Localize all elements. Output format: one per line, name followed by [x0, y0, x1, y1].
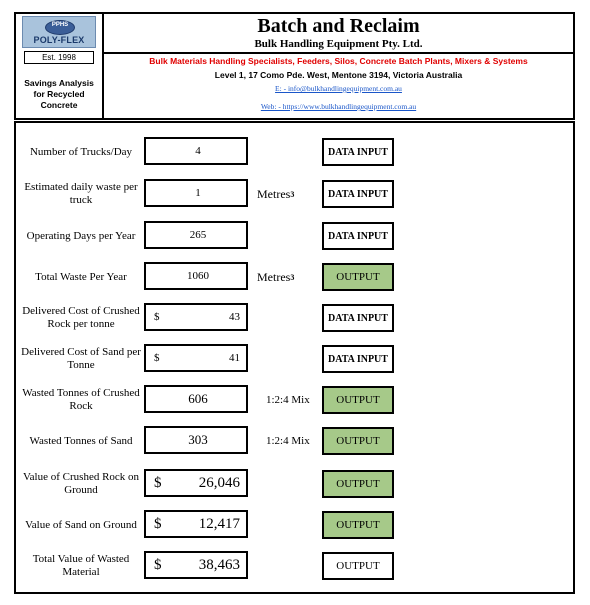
table-row: [16, 338, 573, 380]
savings-line-3: Concrete: [40, 100, 78, 110]
field-value: 43: [229, 311, 240, 323]
row-label: Total Waste Per Year: [35, 270, 127, 283]
unit-label: [266, 379, 310, 421]
table-row: [16, 545, 573, 587]
output-tag: OUTPUT: [322, 470, 394, 498]
output-tag: OUTPUT: [322, 511, 394, 539]
field-value: 38,463: [198, 556, 240, 573]
row-label: Delivered Cost of Crushed Rock per tonne: [22, 305, 140, 330]
table-row: [16, 420, 573, 462]
row-label: Delivered Cost of Sand per Tonne: [21, 346, 141, 371]
currency-symbol: $: [154, 515, 162, 532]
currency-symbol: $: [154, 556, 162, 573]
unit-label: [257, 173, 294, 215]
email-link[interactable]: E: - info@bulkhandlingequipment.com.au: [275, 84, 402, 93]
field-value: 303: [188, 432, 208, 447]
currency-field: [144, 469, 248, 497]
field-value: 1: [195, 187, 201, 199]
savings-line-1: Savings Analysis: [24, 78, 94, 88]
unit-superscript: 3: [290, 272, 295, 282]
established-badge: Est. 1998: [24, 51, 94, 64]
row-label: Value of Sand on Ground: [25, 518, 137, 531]
table-row: [16, 379, 573, 421]
company-tagline: Bulk Materials Handling Specialists, Feeders, Silos, Concrete Batch Plants, Mixers & Systems: [149, 56, 528, 66]
row-label: Wasted Tonnes of Crushed Rock: [22, 387, 140, 412]
calculator-table: [14, 121, 575, 594]
table-row: [16, 131, 573, 173]
website-link[interactable]: Web: - https://www.bulkhandlingequipment.com.au: [260, 102, 417, 111]
currency-field[interactable]: [144, 303, 248, 331]
field-value: 606: [188, 391, 208, 406]
row-label: Wasted Tonnes of Sand: [29, 434, 133, 447]
unit-label: [257, 256, 294, 298]
value-field[interactable]: [144, 179, 248, 207]
field-value: 12,417: [198, 515, 240, 532]
currency-field: [144, 551, 248, 579]
unit-text: 1:2:4 Mix: [266, 394, 310, 406]
field-value: 26,046: [198, 474, 240, 491]
value-field: [144, 385, 248, 413]
row-label: Total Value of Wasted Material: [32, 553, 130, 578]
row-label: Value of Crushed Rock on Ground: [22, 471, 140, 496]
unit-text: 1:2:4 Mix: [266, 435, 310, 447]
output-tag: OUTPUT: [322, 386, 394, 414]
table-row: [16, 504, 573, 546]
unit-text: Metres: [257, 269, 291, 284]
table-row: [16, 256, 573, 298]
logo-oval-icon: [45, 20, 75, 35]
page-title: Batch and Reclaim: [257, 15, 420, 37]
table-row: [16, 173, 573, 215]
data-input-tag: DATA INPUT: [322, 180, 394, 208]
data-input-tag: DATA INPUT: [322, 345, 394, 373]
output-tag: OUTPUT: [322, 263, 394, 291]
company-name: Bulk Handling Equipment Pty. Ltd.: [254, 38, 423, 50]
currency-symbol: $: [154, 311, 160, 323]
row-label: Operating Days per Year: [26, 229, 136, 242]
currency-field[interactable]: [144, 344, 248, 372]
data-input-tag: DATA INPUT: [322, 222, 394, 250]
output-tag: OUTPUT: [322, 427, 394, 455]
table-row: [16, 215, 573, 257]
value-field: [144, 426, 248, 454]
field-value: 265: [189, 229, 207, 241]
data-input-tag: DATA INPUT: [322, 138, 394, 166]
logo-oval-text: PPHS: [51, 22, 69, 28]
field-value: 4: [195, 145, 201, 157]
logo-brand: POLY-FLEX: [33, 35, 85, 45]
header-box: [14, 12, 575, 120]
currency-symbol: $: [154, 474, 162, 491]
table-row: [16, 463, 573, 505]
unit-superscript: 3: [290, 189, 295, 199]
row-label: Estimated daily waste per truck: [24, 181, 138, 206]
savings-analysis-label: [18, 78, 100, 111]
header-divider: [104, 52, 573, 54]
row-label: Number of Trucks/Day: [29, 145, 133, 158]
output-tag: OUTPUT: [322, 552, 394, 580]
company-address: Level 1, 17 Como Pde. West, Mentone 3194, Victoria Australia: [214, 70, 463, 80]
data-input-tag: DATA INPUT: [322, 304, 394, 332]
unit-label: [266, 420, 310, 462]
field-value: 1060: [187, 270, 209, 282]
value-field: [144, 262, 248, 290]
currency-symbol: $: [154, 352, 160, 364]
header-left-panel: [16, 14, 104, 118]
value-field[interactable]: [144, 137, 248, 165]
unit-text: Metres: [257, 186, 291, 201]
table-row: [16, 297, 573, 339]
savings-line-2: for Recycled: [33, 89, 85, 99]
currency-field: [144, 510, 248, 538]
company-logo: [22, 16, 96, 48]
field-value: 41: [229, 352, 240, 364]
value-field[interactable]: [144, 221, 248, 249]
